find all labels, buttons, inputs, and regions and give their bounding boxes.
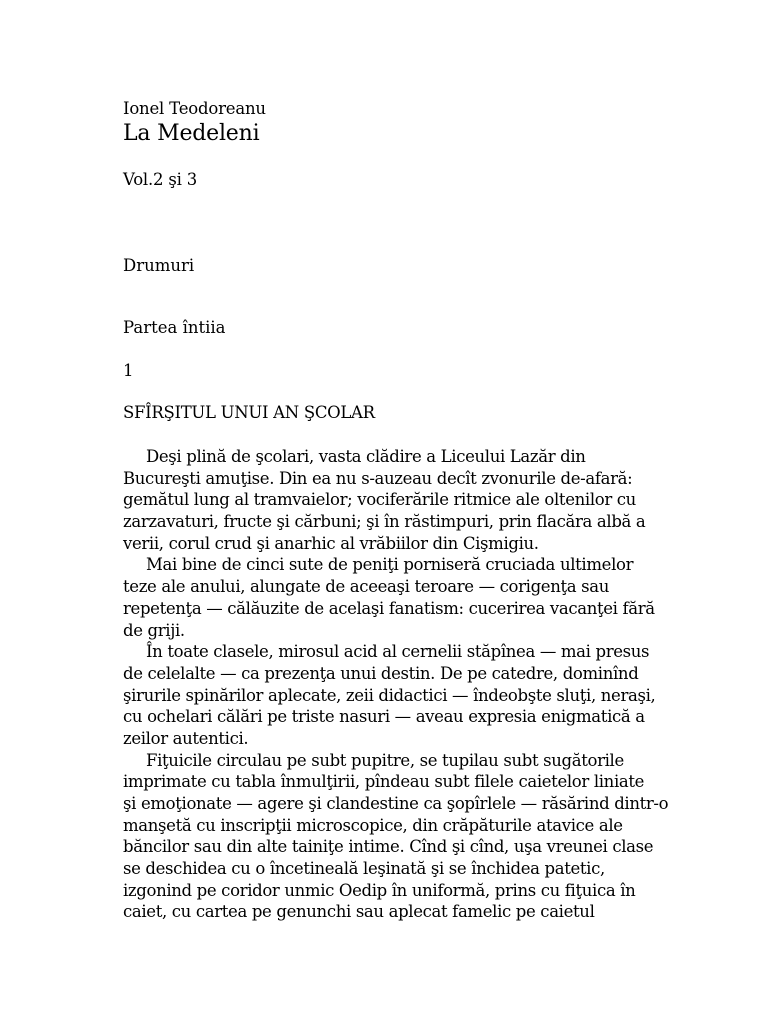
text-line: Bucureşti amuţise. Din ea nu s-auzeau decît zvonurile de-afară: [123, 468, 633, 488]
part-title: Partea întiia [123, 318, 226, 337]
text-line: manşetă cu inscripţii microscopice, din crăpăturile atavice ale [123, 815, 623, 835]
text-line: cu ochelari călări pe triste nasuri — aveau expresia enigmatică a [123, 707, 645, 727]
chapter-number: 1 [123, 361, 134, 380]
text-line: caiet, cu cartea pe genunchi sau aplecat famelic pe caietul [123, 902, 595, 922]
text-line: de celelalte — ca prezenţa unui destin. De pe catedre, dominînd [123, 663, 639, 683]
text-line: În toate clasele, mirosul acid al cernelii stăpînea — mai presus [146, 642, 650, 662]
text-line: verii, corul crud şi anarhic al vrăbiilor din Cişmigiu. [123, 533, 539, 553]
text-line: imprimate cu tabla înmulţirii, pîndeau subt filele caietelor liniate [123, 772, 645, 792]
text-line: gemătul lung al tramvaielor; vociferările ritmice ale oltenilor cu [123, 490, 636, 510]
text-line: Fiţuicile circulau pe subt pupitre, se tupilau subt sugătorile [146, 750, 624, 770]
text-line: şirurile spinărilor aplecate, zeii didactici — îndeobşte sluţi, neraşi, [123, 685, 656, 705]
author-name: Ionel Teodoreanu [123, 99, 266, 118]
text-line: izgonind pe coridor unmic Oedip în uniformă, prins cu fiţuica în [123, 880, 636, 900]
text-line: se deschidea cu o încetineală leşinată şi se închidea patetic, [123, 859, 605, 879]
text-line: teze ale anului, alungate de aceeaşi teroare — corigenţa sau [123, 577, 610, 597]
section-title: Drumuri [123, 256, 195, 275]
body-text [123, 446, 683, 923]
text-line: Mai bine de cinci sute de peniţi porniseră cruciada ultimelor [146, 555, 634, 575]
volume-label: Vol.2 şi 3 [123, 170, 198, 189]
chapter-title: SFÎRŞITUL UNUI AN ŞCOLAR [123, 403, 375, 422]
text-line: zarzavaturi, fructe şi cărbuni; şi în răstimpuri, prin flacăra albă a [123, 512, 646, 532]
book-title: La Medeleni [123, 121, 260, 146]
text-line: repetenţa — călăuzite de acelaşi fanatism: cucerirea vacanţei fără [123, 598, 655, 618]
text-line: zeilor autentici. [123, 728, 249, 748]
text-line: băncilor sau din alte tainiţe intime. Cînd şi cînd, uşa vreunei clase [123, 837, 654, 857]
text-line: Deşi plină de şcolari, vasta clădire a Liceului Lazăr din [146, 447, 586, 466]
text-line: şi emoţionate — agere şi clandestine ca şopîrlele — răsărind dintr-o [123, 794, 669, 813]
text-line: de griji. [123, 620, 185, 640]
